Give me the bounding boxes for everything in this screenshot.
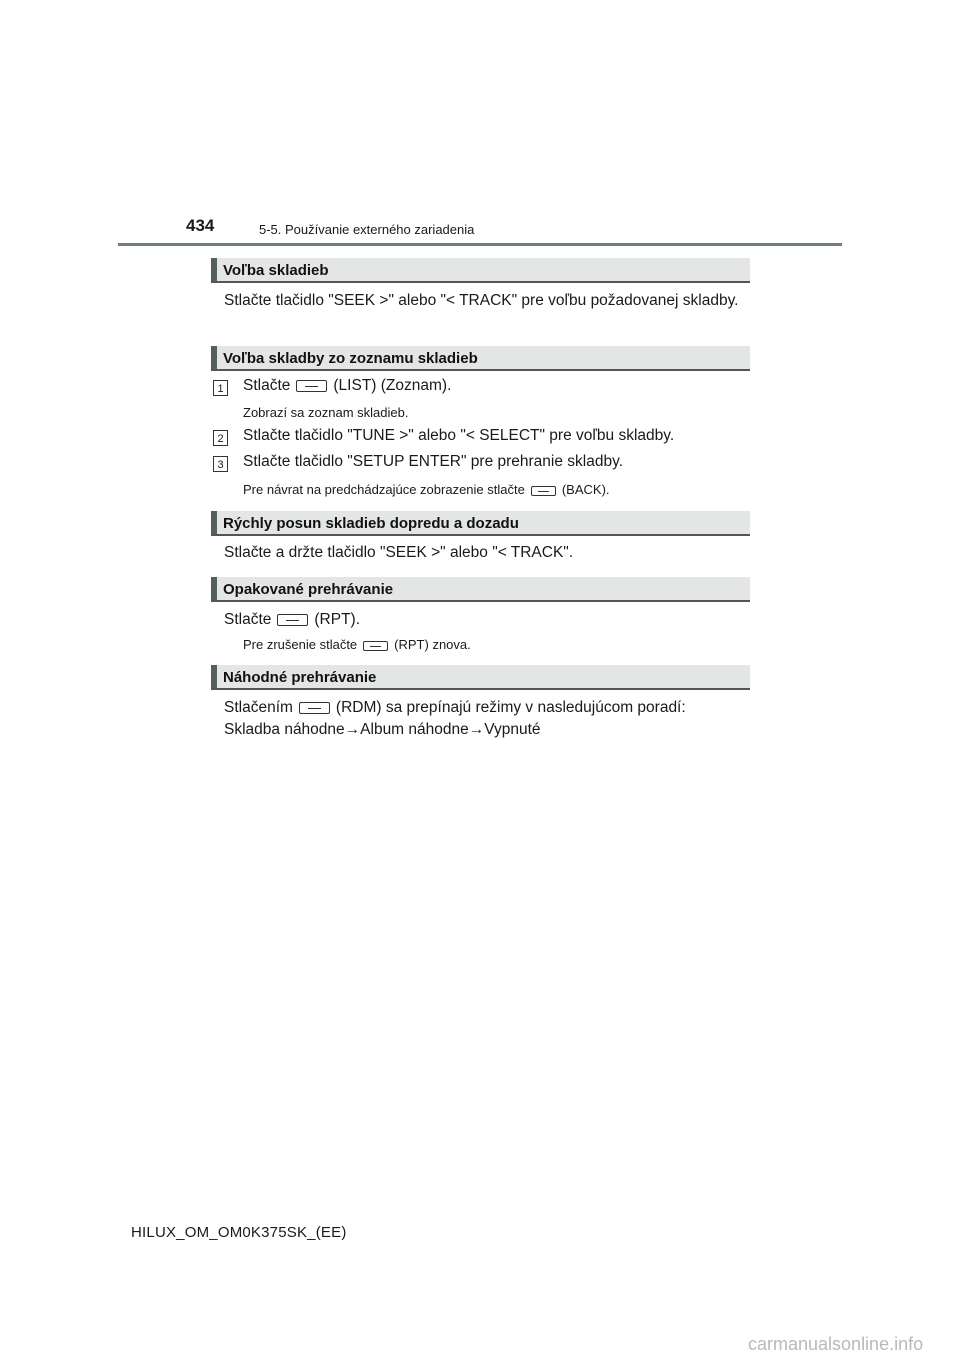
- track-selection-text: Stlačte tlačidlo "SEEK >" alebo "< TRACK" pre voľbu požadovanej skladby.: [224, 292, 739, 309]
- step-3: Stlačte tlačidlo "SETUP ENTER" pre prehranie skladby.: [243, 453, 624, 470]
- repeat-text: [224, 609, 744, 631]
- step-1-note: Zobrazí sa zoznam skladieb.: [243, 405, 409, 420]
- section-title: Voľba skladieb: [223, 262, 329, 279]
- section-title: Opakované prehrávanie: [223, 581, 394, 598]
- step-3-note-post: (BACK).: [561, 482, 610, 497]
- rdm-button-icon: [299, 702, 330, 714]
- random-text-pre: Stlačením: [224, 699, 293, 716]
- rpt-button-icon-small: [363, 641, 388, 651]
- step-number-2: 2: [213, 430, 228, 446]
- section-header-fast-forward: [211, 511, 750, 536]
- repeat-note-post: (RPT) znova.: [394, 637, 471, 652]
- step-number-3: 3: [213, 456, 228, 472]
- section-header-track-selection: [211, 258, 750, 283]
- page-number: 434: [186, 216, 215, 235]
- back-button-icon: [531, 486, 556, 496]
- footer-document-code: HILUX_OM_OM0K375SK_(EE): [131, 1224, 347, 1241]
- random-text-post: (RDM) sa prepínajú režimy v nasledujúcom poradí:: [335, 699, 686, 716]
- step-3-note: [243, 482, 610, 497]
- random-text: [224, 697, 744, 719]
- repeat-text-post: (RPT).: [314, 611, 361, 628]
- step-number-1: 1: [213, 380, 228, 396]
- header-divider: [118, 243, 842, 246]
- step-3-note-pre: Pre návrat na predchádzajúce zobrazenie stlačte: [243, 482, 525, 497]
- step-1: [243, 377, 451, 395]
- section-header-random: [211, 665, 750, 690]
- section-title: Náhodné prehrávanie: [223, 669, 377, 686]
- random-sequence: Skladba náhodne→Album náhodne→Vypnuté: [224, 721, 541, 738]
- repeat-text-pre: Stlačte: [224, 611, 272, 628]
- step-1-pre: Stlačte: [243, 377, 291, 394]
- fast-forward-text: Stlačte a držte tlačidlo "SEEK >" alebo "< TRACK".: [224, 544, 574, 561]
- rpt-button-icon: [277, 614, 308, 626]
- step-1-post: (LIST) (Zoznam).: [333, 377, 452, 394]
- watermark: carmanualsonline.info: [748, 1334, 924, 1354]
- section-header-list-selection: [211, 346, 750, 371]
- repeat-note-pre: Pre zrušenie stlačte: [243, 637, 358, 652]
- section-title: Voľba skladby zo zoznamu skladieb: [223, 350, 478, 367]
- section-header-repeat: [211, 577, 750, 602]
- section-title: Rýchly posun skladieb dopredu a dozadu: [223, 515, 519, 532]
- list-button-icon: [296, 380, 327, 392]
- repeat-note: [243, 637, 471, 652]
- chapter-title: 5-5. Používanie externého zariadenia: [259, 222, 475, 237]
- step-2: Stlačte tlačidlo "TUNE >" alebo "< SELECT" pre voľbu skladby.: [243, 427, 675, 444]
